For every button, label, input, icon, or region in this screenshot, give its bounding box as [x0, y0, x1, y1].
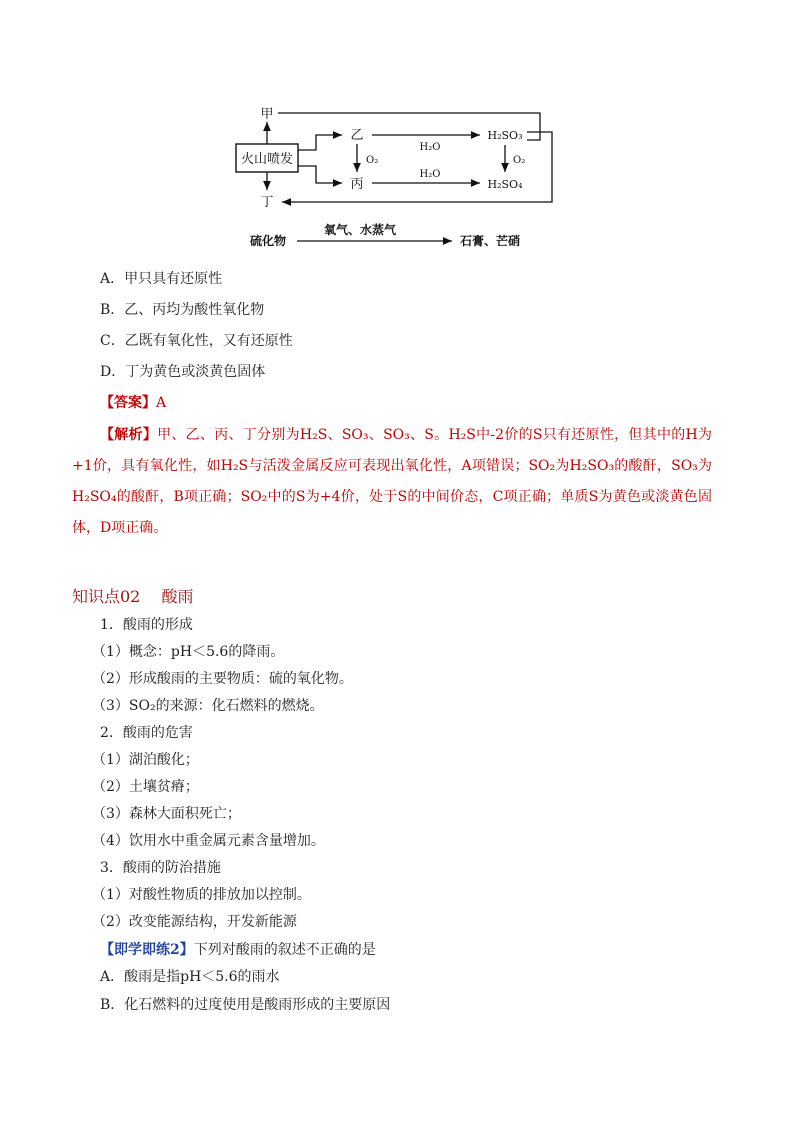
section-line: 3．酸雨的防治措施 — [100, 860, 221, 876]
o2-right-label: O₂ — [513, 155, 526, 166]
volcano-sulfur-diagram — [0, 0, 794, 260]
practice-question — [100, 940, 376, 960]
section-line: （1）对酸性物质的排放加以控制。 — [92, 887, 311, 903]
arrow-to-yi — [298, 135, 342, 150]
section-line: （2）形成酸雨的主要物质：硫的氧化物。 — [92, 671, 353, 687]
answer-line — [100, 393, 166, 413]
section-title: 知识点02 酸雨 — [72, 587, 194, 606]
gypsum-label: 石膏、芒硝 — [459, 234, 521, 248]
option-d: D．丁为黄色或淡黄色固体 — [100, 364, 266, 380]
section-line: （1）湖泊酸化； — [92, 752, 199, 768]
yi-label: 乙 — [350, 128, 364, 143]
o2-left-label: O₂ — [366, 155, 379, 166]
section-line: 1．酸雨的形成 — [100, 617, 193, 633]
practice-label: 【即学即练2】 — [100, 942, 194, 958]
arrow-to-bing — [298, 166, 342, 183]
sulfide-label: 硫化物 — [249, 234, 287, 248]
answer-value: A — [156, 395, 167, 411]
answer-label: 【答案】 — [100, 395, 156, 411]
h2o-top-label: H₂O — [419, 142, 441, 153]
section-line: 2．酸雨的危害 — [100, 725, 193, 741]
practice-option-b: B．化石燃料的过度使用是酸雨形成的主要原因 — [100, 997, 391, 1013]
ding-label: 丁 — [260, 195, 274, 210]
analysis-text: 甲、乙、丙、丁分别为H₂S、SO₃、SO₃、S。H₂S中-2价的S只有还原性，但其中的H为+1价，具有氧化性，如H₂S与活泼金属反应可表现出氧化性，A项错误；SO₂为H₂SO₃的酸酐，SO₃为H₂SO₄的酸酐，B项正确；SO₂中的S为+4价，处于S的中间价态，C项正确；单质S为黄色或淡黄色固体，D项正确。 — [72, 427, 712, 536]
bing-label: 丙 — [350, 177, 364, 192]
option-a: A．甲只具有还原性 — [100, 271, 223, 287]
option-b: B．乙、丙均为酸性氧化物 — [100, 302, 265, 318]
section-line: （1）概念：pH＜5.6的降雨。 — [92, 644, 285, 660]
option-c: C．乙既有氧化性，又有还原性 — [100, 333, 293, 349]
section-line: （3）森林大面积死亡； — [92, 806, 241, 822]
h2so4-label: H₂SO₄ — [487, 178, 523, 191]
oxygen-steam-label: 氧气、水蒸气 — [323, 223, 397, 237]
h2so3-label: H₂SO₃ — [487, 129, 523, 142]
return-to-ding-line — [282, 132, 552, 202]
volcano-label: 火山喷发 — [240, 152, 294, 167]
analysis-paragraph — [72, 420, 712, 544]
practice-question-text: 下列对酸雨的叙述不正确的是 — [193, 942, 376, 958]
section-line: （3）SO₂的来源：化石燃料的燃烧。 — [92, 698, 324, 714]
practice-option-a: A．酸雨是指pH＜5.6的雨水 — [100, 969, 280, 985]
analysis-label: 【解析】 — [100, 427, 158, 443]
h2o-bottom-label: H₂O — [419, 169, 441, 180]
section-line: （2）土壤贫瘠； — [92, 779, 199, 795]
section-line: （4）饮用水中重金属元素含量增加。 — [92, 833, 325, 849]
section-line: （2）改变能源结构，开发新能源 — [92, 914, 297, 930]
jia-label: 甲 — [260, 107, 274, 122]
